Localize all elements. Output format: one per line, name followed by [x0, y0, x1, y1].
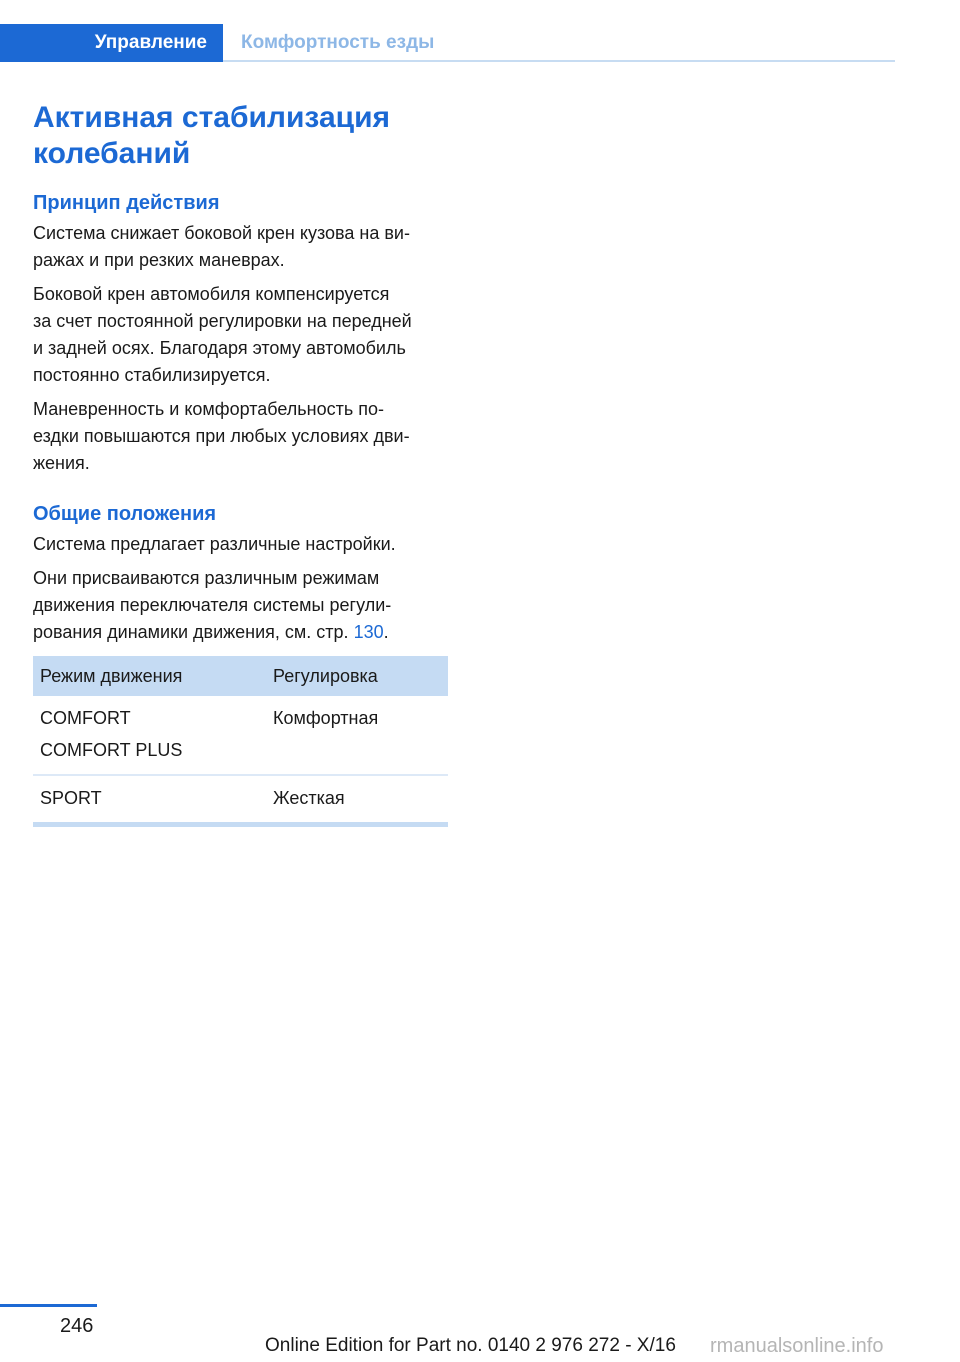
- text-line: и задней осях. Благодаря этому автомобиль: [33, 338, 406, 358]
- paragraph: Система предлагает различные настройки.: [33, 534, 396, 554]
- page-title-line2: колебаний: [33, 137, 191, 170]
- tab-controls[interactable]: Управление: [0, 24, 223, 62]
- table-row: [33, 775, 448, 822]
- page-reference-link[interactable]: 130: [353, 622, 384, 642]
- mode-value: COMFORT PLUS: [40, 740, 183, 760]
- tab-driving-comfort[interactable]: Комфортность езды: [241, 32, 435, 53]
- text-line: ездки повышаются при любых условиях дви‐: [33, 426, 410, 446]
- page-title-line1: Активная стабилизация: [33, 101, 391, 134]
- mode-value: SPORT: [40, 788, 102, 808]
- text-line: рования динамики движения, см. стр.: [33, 622, 349, 642]
- footer-rule: [0, 1304, 97, 1307]
- text-line: за счет постоянной регулировки на передней: [33, 311, 412, 331]
- text-line: Система снижает боковой крен кузова на ви‐: [33, 223, 410, 243]
- paragraph: [33, 281, 448, 389]
- table-row: [33, 696, 448, 775]
- text-line: жения.: [33, 453, 90, 473]
- text-line: ражах и при резких маневрах.: [33, 250, 285, 270]
- drive-mode-table: [33, 656, 448, 822]
- section-heading-principle: Принцип действия: [33, 192, 220, 214]
- text-line: Маневренность и комфортабельность по‐: [33, 399, 384, 419]
- table-header-row: [33, 656, 448, 696]
- table-cell-mode: [33, 696, 266, 775]
- text-line: движения переключателя системы регули‐: [33, 595, 392, 615]
- paragraph: [33, 396, 448, 477]
- edition-note: Online Edition for Part no. 0140 2 976 272 - X/16: [265, 1335, 676, 1356]
- table-cell-setting: Жесткая: [273, 788, 345, 808]
- main-content: [33, 100, 448, 827]
- text-line: постоянно стабилизируется.: [33, 365, 271, 385]
- table-cell-setting: Комфортная: [266, 696, 448, 775]
- column-header-setting: Регулировка: [266, 656, 448, 696]
- table-cell-mode: [33, 775, 266, 822]
- text-line: Они присваиваются различным режимам: [33, 568, 380, 588]
- page-title: [33, 100, 448, 172]
- column-header-mode: Режим движения: [33, 656, 266, 696]
- section-heading-general: Общие положения: [33, 503, 217, 525]
- paragraph: [33, 565, 448, 646]
- header-bar: [0, 24, 895, 62]
- text-line: Боковой крен автомобиля компенсируется: [33, 284, 390, 304]
- page-number: 246: [60, 1315, 94, 1337]
- table-bottom-rule: [33, 822, 448, 827]
- mode-value: COMFORT: [40, 708, 131, 728]
- period: .: [383, 622, 389, 642]
- watermark: rmanualsonline.info: [710, 1335, 884, 1357]
- paragraph: [33, 220, 448, 274]
